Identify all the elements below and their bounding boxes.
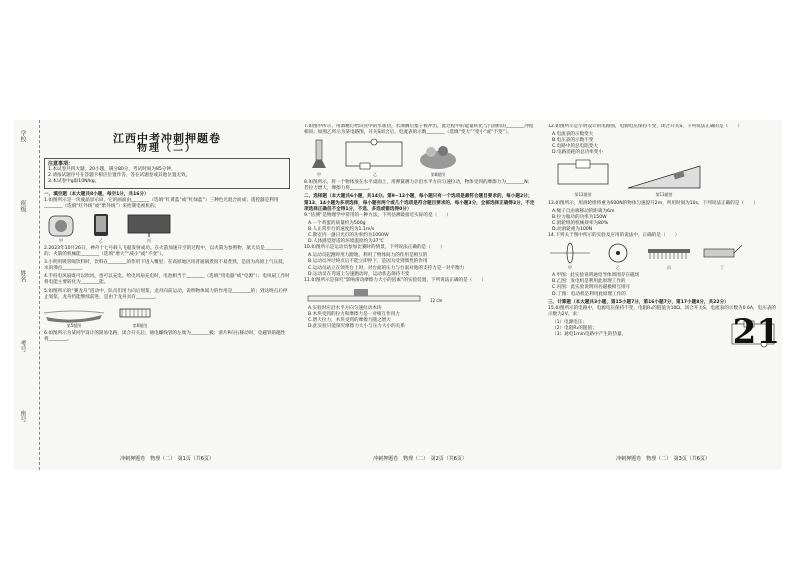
figure-caption: 丙 xyxy=(147,237,151,243)
notice-box xyxy=(44,158,290,188)
question-2: 2.2023年10月26日，神舟十七号载人飞船发射成功。在火箭加速升空的过程中，以火箭为参照物，航天员是________的；火箭的机械能________（选填“增大”“减小”或“不变”）。 xyxy=(44,245,284,258)
notice-line: 2.请按试题序号在答题卡相应位置作答，答在试题卷或其他位置无效。 xyxy=(48,173,191,179)
exam-sheet xyxy=(14,120,782,470)
option: C.滑轮组的机械效率为80% xyxy=(552,220,609,226)
figure-caption: 丙 xyxy=(667,265,671,271)
option: B.人正常步行的速度约为1.1m/s xyxy=(308,226,375,232)
figure-caption: 乙 xyxy=(616,265,620,271)
ruler-figure xyxy=(304,286,424,304)
burner-figure xyxy=(304,138,334,172)
option: B.拉力做功的功率为150W xyxy=(552,214,607,220)
question-1: 1.如图所示是一块液晶显示屏，它的画面由________（选填“红黄蓝”或“红绿蓝”）三种色光混合而成；遥控器是利用________（选填“红外线”或“紫外线”）来控制电视机的。 xyxy=(44,197,279,209)
page-footer: 冲刺押题卷 物理（二） 第1页（共6页） xyxy=(120,455,214,462)
figure xyxy=(416,138,460,178)
question-4: 4.手持电风扇既可以吹风，也可以充电。给电风扇充电时，电池相当于________（选填“用电器”或“电源”）；电风扇工作时将电能主要转化为________能。 xyxy=(44,274,290,286)
figure-row-5 xyxy=(548,158,778,198)
figure-caption: 丁 xyxy=(720,265,724,271)
figure xyxy=(598,241,638,271)
question-11: 11.如图所示是探究“影响滑动摩擦力大小的因素”的实验装置，下列说法正确的是（ ） xyxy=(304,277,487,283)
option: D.丁图：电动机是利用此原理工作的 xyxy=(552,291,626,297)
option: C.运动员站立在领奖台上时，对台面的压力与台面对他的支持力是一对平衡力 xyxy=(308,265,465,271)
phone-figure xyxy=(84,212,118,238)
page-column-3 xyxy=(548,124,778,464)
question-5: 5.如图所示的“赛龙舟”活动中，队员们用力向后划桨，龙舟向前运动，说明物体间力的作用是________的；到达终点后停止划桨，龙舟仍能继续前进，是由于龙舟具有________。 xyxy=(44,288,288,300)
question-12: 12.如图所示是小明设计的电路图，电源电压保持不变，闭合开关S，下列说法正确的是（ ） xyxy=(548,124,742,129)
binding-label: 座号 xyxy=(19,410,26,422)
option: C.教室内一盏日光灯的功率约为1000W xyxy=(308,233,389,239)
dragon-boat-figure xyxy=(44,303,104,323)
figure-caption: 乙 xyxy=(99,237,103,243)
option: B.乙图：发电机是利用此原理工作的 xyxy=(552,279,626,285)
figure xyxy=(624,158,704,198)
page-column-2 xyxy=(304,124,536,464)
figure-caption: 甲 xyxy=(568,265,572,271)
magnet-figure xyxy=(700,241,744,265)
question-8: 8.如图所示，将一个物体放在水平桌面上，用弹簧测力计沿水平方向匀速拉动，物体受到的摩擦力为________N；若拉力增大，摩擦力将________。 xyxy=(304,180,533,192)
question-9: 9.“估测”是物理学中常用的一种方法，下列估测最接近实际的是（ ） xyxy=(304,212,451,218)
figure xyxy=(644,241,694,271)
option: D.运动员在弯道上匀速跑动时，运动状态保持不变 xyxy=(308,271,410,277)
section-heading: 一、填空题（本大题共8小题，每空1分，共16分） xyxy=(44,191,149,197)
question-15-parts xyxy=(548,320,626,338)
binding-strip xyxy=(14,120,40,470)
comb-figure xyxy=(644,241,694,265)
option: D.此实验只能探究摩擦力大小与压力大小的关系 xyxy=(308,324,405,330)
binding-label: 考号 xyxy=(19,340,26,352)
option: B.木块受到的拉力和摩擦力是一对相互作用力 xyxy=(308,311,400,317)
figure xyxy=(84,212,118,244)
figure-caption: 甲 xyxy=(317,172,321,178)
speaker-figure xyxy=(44,212,78,238)
option: C.电路中的总电阻变大 xyxy=(552,144,599,150)
circuit-figure xyxy=(340,138,410,172)
option: A.一个鸡蛋的质量约为500g xyxy=(308,220,366,226)
ruler-label: 12 cm xyxy=(430,297,443,303)
exam-title: 江西中考冲刺押题卷 xyxy=(113,132,221,145)
figure xyxy=(124,212,174,244)
option: C.增大拉力，木块受到的摩擦力随之增大 xyxy=(308,317,391,323)
notice-line: 3.本试卷中g取10N/kg。 xyxy=(48,179,100,185)
figure xyxy=(340,138,410,178)
lens-figure xyxy=(548,241,592,265)
question-part: （3）通电1min电路中产生的热量。 xyxy=(552,332,627,338)
option: A.实验时应沿水平方向匀速拉动木块 xyxy=(308,305,382,311)
notice-line: 1.本试卷共四大题，20小题，满分80分，考试时间为85分钟。 xyxy=(48,167,176,173)
binding-label: 学校 xyxy=(19,130,26,142)
screen-figure xyxy=(124,212,174,238)
figure xyxy=(44,303,104,329)
figure-caption: 第6题图 xyxy=(132,322,148,328)
question-3: 3.小明用吸管喝饮料时，饮料在________的作用下进入嘴里；在高原地区用普通锅煮饭不易煮熟，是因为高原上气压低，水的沸点________。 xyxy=(44,260,288,272)
figure-row-1 xyxy=(44,212,290,244)
solenoid-figure xyxy=(110,303,170,323)
figure-row-3 xyxy=(304,138,536,178)
figure-row-4 xyxy=(304,286,536,304)
option: D.电路消耗的总功率变小 xyxy=(552,150,603,156)
question-10: 10.如图所示是运动员参加比赛时的情景，下列说法正确的是（ ） xyxy=(304,245,445,251)
wheel-figure xyxy=(598,241,638,265)
figure-caption: 乙 xyxy=(373,172,377,178)
electric-circuit-figure xyxy=(548,158,618,192)
figure-caption: 第12题图 xyxy=(574,192,592,198)
figure-row-6 xyxy=(548,241,778,271)
fruit-basket-figure xyxy=(416,138,460,172)
page-column-1 xyxy=(44,124,290,464)
binding-label: 姓名 xyxy=(19,270,26,282)
option: A.运动员起跑时用力蹬地，利用了物体间力的作用是相互的 xyxy=(308,253,428,259)
question-6: 6.如图所示为某同学设计的简易电路，闭合开关后，通电螺线管的左端为________极；滑片P向右移动时，电磁铁的磁性将________。 xyxy=(44,330,286,342)
binding-label: 班级 xyxy=(19,200,26,212)
figure xyxy=(110,303,170,329)
figure-caption: 第5题图 xyxy=(66,322,82,328)
question-7: 7.如图甲所示，用酒精灯给试管中的水加热，水沸腾后塞子被冲出，此过程中的能量转化与汽油机的________冲程相同；如图乙所示为某电路图，开关S闭合后，电流表的示数________（选填“变大”“变小”或“不变”）。 xyxy=(304,124,534,136)
figure-caption: 第13题图 xyxy=(655,192,673,198)
section-heading: 三、计算题（本大题共3小题，第15小题7分，第16小题7分，第17小题8分，共22分） xyxy=(548,299,729,305)
figure xyxy=(548,158,618,198)
section-heading: 二、选择题（本大题共6小题，共14分。第9~12小题，每小题只有一个选项是最符合题目要求的，每小题2分；第13、14小题为多项选择，每小题有两个或几个选项是符合题目要求的，每小题3分，全部选择正确得3分，不定项选择正确但不全得1分，不选、多选或错选得0分） xyxy=(304,194,535,212)
option: A.绳子自由端移动的距离为6m xyxy=(552,208,615,214)
option: A.甲图：此实验说明通电导体周围存在磁场 xyxy=(552,273,640,279)
figure-row-2 xyxy=(44,303,290,329)
page-footer: 冲刺押题卷 物理（二） 第3页（共6页） xyxy=(616,455,710,462)
notice-heading: 注意事项： xyxy=(48,161,74,168)
question-part: （1）电源电压； xyxy=(552,319,588,325)
exam-subtitle: 物理（二） xyxy=(137,143,197,155)
figure xyxy=(700,241,744,271)
question-15: 15.如图所示的电路中，电源电压保持不变，电阻R₁的阻值为10Ω。闭合开关S，电流表的示数为0.6A，电压表的示数为2V。求： xyxy=(548,305,777,317)
page-number-badge: 21 xyxy=(732,312,780,352)
figure xyxy=(304,138,334,178)
incline-figure xyxy=(624,158,704,192)
option: C.丙图：此实验说明同名磁极相互排斥 xyxy=(552,285,631,291)
figure-caption: 第8题图 xyxy=(430,172,446,178)
figure-caption: 甲 xyxy=(59,237,63,243)
question-13: 13.如图所示，用滑轮组将重为600N的物体匀速提升2m，所用时间为10s，下列说法正确的是（ ） xyxy=(548,200,758,206)
option: B.运动员冲过终点后不能立即停下，是因为受到惯性的作用 xyxy=(308,259,428,265)
page-footer: 冲刺押题卷 物理（二） 第2页（共6页） xyxy=(373,455,467,462)
question-14: 14.下列关于图中所示的实验及应用的说法中，正确的是（ ） xyxy=(548,233,680,239)
figure xyxy=(44,212,78,244)
option: D.人体感觉舒适的环境温度约为37℃ xyxy=(308,239,384,245)
figure xyxy=(548,241,592,271)
option: D.动滑轮重为100N xyxy=(552,226,593,232)
option: A.电流表的示数变大 xyxy=(552,132,594,138)
option: B.电压表的示数不变 xyxy=(552,138,594,144)
question-part: （2）电阻R₂的阻值； xyxy=(552,325,597,331)
